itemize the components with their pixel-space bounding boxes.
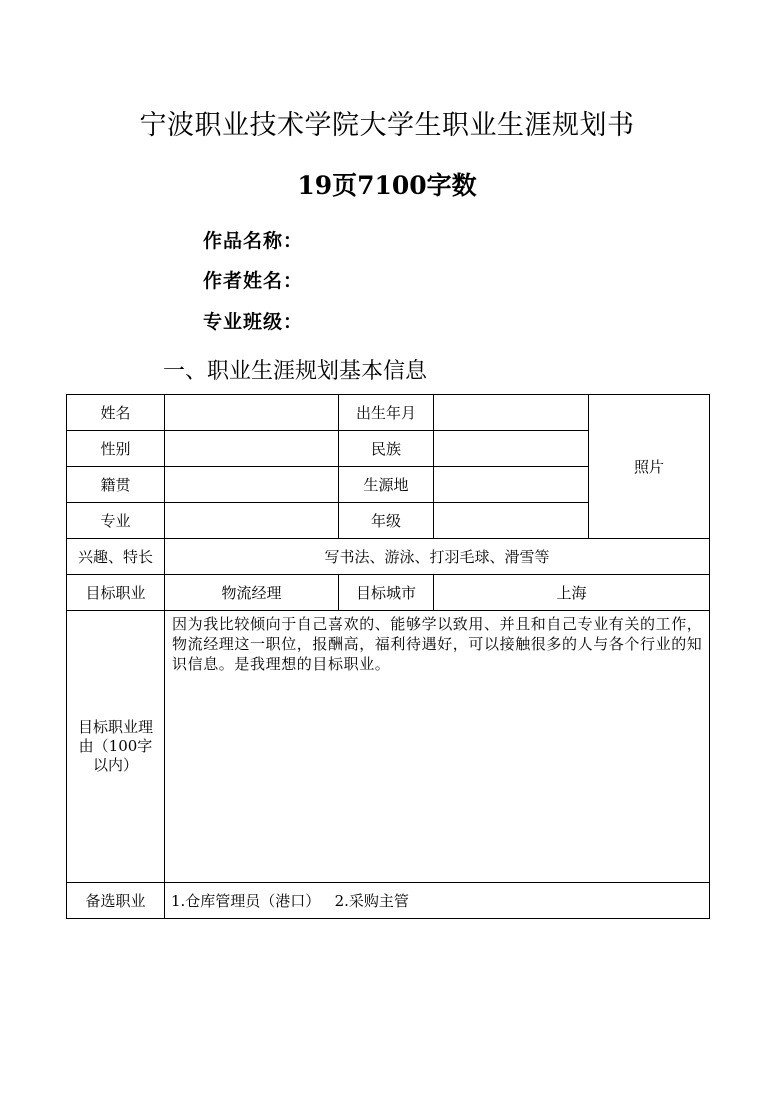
- photo-cell: 照片: [589, 395, 710, 539]
- gender-value-cell: [165, 431, 339, 467]
- interests-value: 写书法、游泳、打羽毛球、滑雪等: [165, 539, 710, 575]
- target-job-value: 物流经理: [165, 575, 339, 611]
- target-city-label: 目标城市: [339, 575, 434, 611]
- native-place-label: 籍贯: [67, 467, 165, 503]
- name-value-cell: [165, 395, 339, 431]
- reason-label: 目标职业理由（100字以内）: [67, 611, 165, 883]
- work-name-field: 作品名称：: [203, 230, 304, 252]
- gender-label: 性别: [67, 431, 165, 467]
- ethnicity-value-cell: [434, 431, 589, 467]
- alt-job-value: 1.仓库管理员（港口） 2.采购主管: [165, 883, 710, 919]
- major-class-field: 专业班级：: [203, 311, 304, 333]
- section-title: 一、职业生涯规划基本信息: [163, 359, 428, 384]
- document-subtitle: 19页7100字数: [297, 171, 477, 200]
- author-name-field: 作者姓名：: [203, 270, 304, 292]
- grade-label: 年级: [339, 503, 434, 539]
- major-label: 专业: [67, 503, 165, 539]
- ethnicity-label: 民族: [339, 431, 434, 467]
- birth-label: 出生年月: [339, 395, 434, 431]
- grade-value-cell: [434, 503, 589, 539]
- origin-label: 生源地: [339, 467, 434, 503]
- target-job-label: 目标职业: [67, 575, 165, 611]
- alt-job-label: 备选职业: [67, 883, 165, 919]
- document-title: 宁波职业技术学院大学生职业生涯规划书: [139, 110, 635, 141]
- origin-value-cell: [434, 467, 589, 503]
- major-value-cell: [165, 503, 339, 539]
- name-label: 姓名: [67, 395, 165, 431]
- interests-label: 兴趣、特长: [67, 539, 165, 575]
- reason-value: 因为我比较倾向于自己喜欢的、能够学以致用、并且和自己专业有关的工作，物流经理这一职位，报酬高，福利待遇好，可以接触很多的人与各个行业的知识信息。是我理想的目标职业。: [165, 611, 710, 883]
- native-place-value-cell: [165, 467, 339, 503]
- birth-value-cell: [434, 395, 589, 431]
- target-city-value: 上海: [434, 575, 710, 611]
- basic-info-table: [66, 394, 710, 919]
